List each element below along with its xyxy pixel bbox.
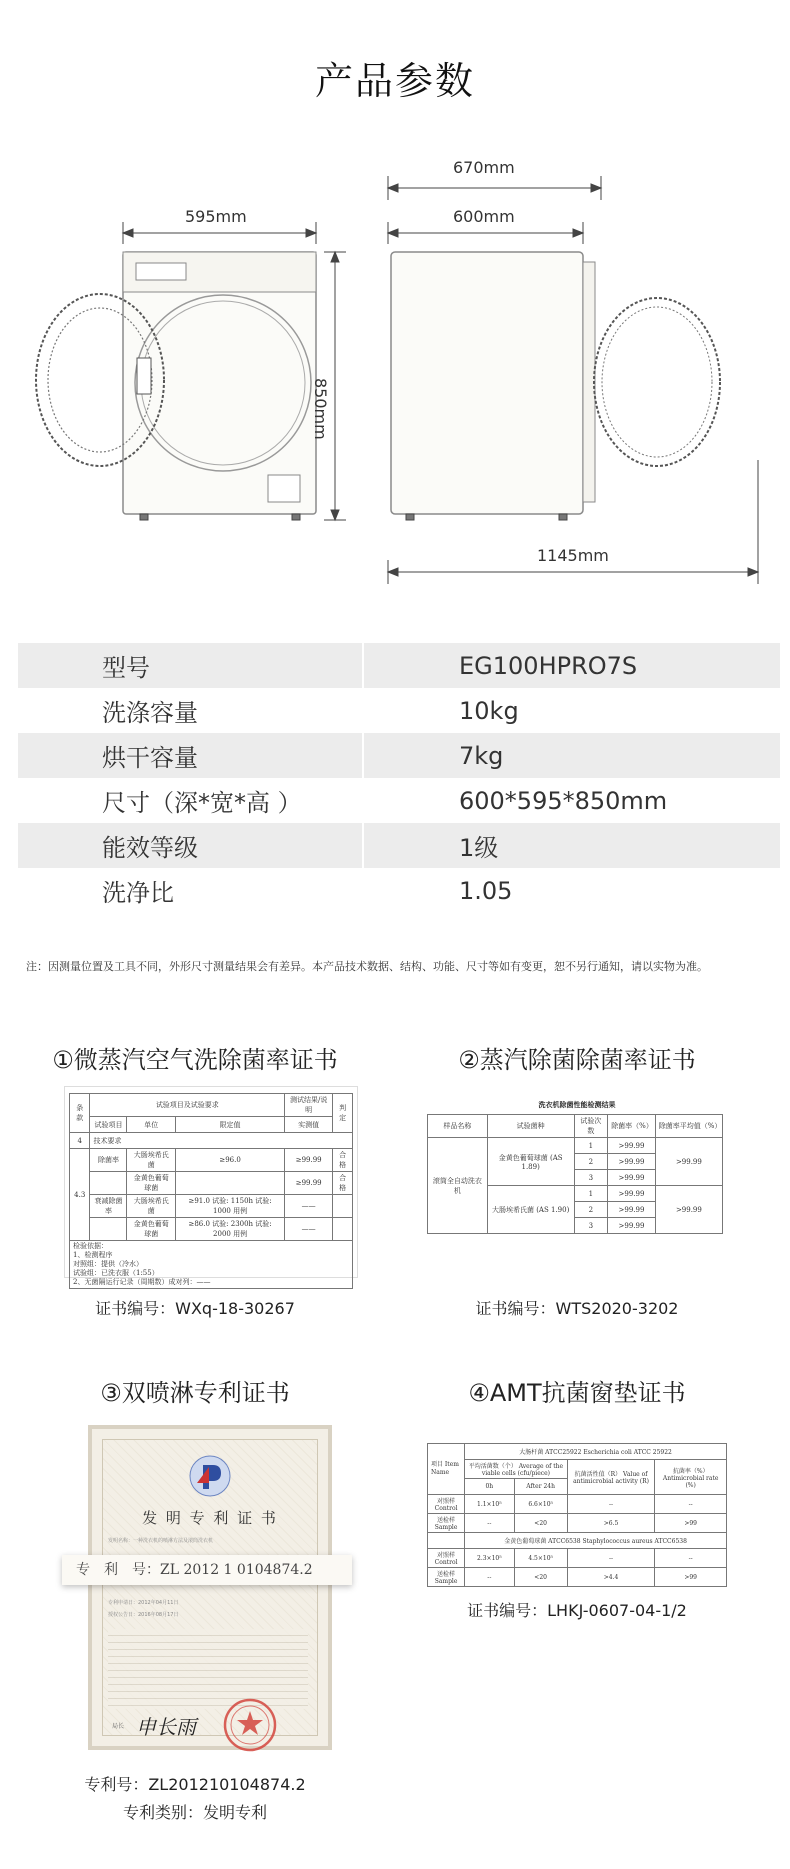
- doc-cell: 金黄色葡萄球菌 ATCC6538 Staphylococcus aureus ATCC6538: [465, 1533, 727, 1549]
- doc-line: 1、检测程序: [73, 1251, 113, 1259]
- side-depth-label: 600mm: [453, 207, 515, 226]
- spec-row-dry-capacity: [18, 733, 780, 778]
- spec-label: 洗涤容量: [102, 699, 198, 727]
- signature-title: 局长: [112, 1723, 125, 1730]
- signature: 申长雨: [136, 1715, 196, 1739]
- height-label: 850mm: [311, 378, 330, 440]
- open-depth-label: 1145mm: [537, 546, 609, 565]
- doc-line: Name: [431, 1469, 450, 1476]
- side-total-label: 670mm: [453, 158, 515, 177]
- doc-cell: After 24h: [514, 1479, 567, 1495]
- doc-cell: 1.1×10⁵: [465, 1495, 514, 1514]
- doc-cell: 金黄色葡萄球菌: [127, 1218, 176, 1241]
- doc-cell: 2: [574, 1202, 608, 1218]
- spec-value: 1.05: [363, 868, 780, 913]
- doc-cell: 单位: [127, 1117, 176, 1133]
- doc-cell: 送检样 Sample: [428, 1514, 465, 1533]
- doc-cell: 抗菌率（%） Antimicrobial rate (%): [655, 1460, 727, 1495]
- doc-cell: <20: [514, 1568, 567, 1587]
- spec-row-energy-class: [18, 823, 780, 868]
- doc-cell: 金黄色葡萄球菌 (AS 1.89): [487, 1138, 574, 1186]
- spec-value: 7kg: [363, 733, 780, 778]
- doc-cell: 判定: [333, 1094, 353, 1133]
- doc-cell: 大肠埃希氏菌: [127, 1149, 176, 1172]
- patent-certificate: [76, 1425, 332, 1750]
- doc-cell: >99: [655, 1568, 727, 1587]
- doc-cell: ≥96.0: [176, 1149, 285, 1172]
- doc-cell: 试验项目及试验要求: [90, 1094, 285, 1117]
- doc-cell: >4.4: [567, 1568, 655, 1587]
- cert-4-document: [427, 1443, 727, 1587]
- cert-title: ③双喷淋专利证书: [100, 1379, 290, 1407]
- doc-cell: 衰减除菌率: [90, 1195, 127, 1218]
- doc-cell: 技术要求: [90, 1133, 353, 1149]
- doc-cell: 试验次数: [574, 1115, 608, 1138]
- spec-table: [18, 643, 780, 913]
- doc-cell: 3: [574, 1170, 608, 1186]
- doc-cell: ——: [285, 1218, 333, 1241]
- certificate-line: 发明名称：一种洗衣机的喷淋方法及滚筒洗衣机: [108, 1538, 214, 1544]
- doc-line: 试验组：已洗衣服（1:55）: [73, 1269, 159, 1277]
- cert-2-document: [427, 1100, 727, 1275]
- cert-title: ④AMT抗菌窗垫证书: [468, 1379, 686, 1407]
- doc-cell: >99.99: [655, 1138, 722, 1186]
- doc-cell: 平均活菌数（个） Average of the viable cells (cfu/piece): [465, 1460, 568, 1479]
- spec-row-washing-ratio: [18, 868, 780, 913]
- doc-line: 2、无菌隔运行记录（周期数）成对列：——: [73, 1278, 211, 1286]
- doc-cell: 条款: [70, 1094, 90, 1133]
- doc-cell: 6.6×10⁵: [514, 1495, 567, 1514]
- doc-cell: 对照样 Control: [428, 1495, 465, 1514]
- doc-cell: >99.99: [608, 1186, 656, 1202]
- certificate-line: 授权公告日：2016年08月17日: [108, 1612, 179, 1618]
- doc-cell: 合格: [333, 1149, 353, 1172]
- doc-cell: 滚筒全自动洗衣机: [428, 1138, 488, 1234]
- doc-cell: 大肠埃希氏菌: [127, 1195, 176, 1218]
- doc-cell: 除菌率平均值（%）: [655, 1115, 722, 1138]
- doc-cell: 限定值: [176, 1117, 285, 1133]
- doc-cell: ≥86.0 试验: 2300h 试验: 2000 用例: [176, 1218, 285, 1241]
- patent-number-caption: 专利号：ZL201210104874.2: [84, 1775, 306, 1794]
- doc-cell: [428, 1444, 465, 1495]
- page-title: 产品参数: [314, 59, 475, 103]
- doc-cell: <20: [514, 1514, 567, 1533]
- spec-row-size: [18, 778, 780, 823]
- doc-cell: 大肠埃希氏菌 (AS 1.90): [487, 1186, 574, 1234]
- doc-cell: 2.3×10⁵: [465, 1549, 514, 1568]
- doc-cell: ≥91.0 试验: 1150h 试验: 1000 用例: [176, 1195, 285, 1218]
- spec-row-model: [18, 643, 780, 688]
- certificate-heading: 发 明 专 利 证 书: [142, 1509, 278, 1527]
- doc-cell: 送检样 Sample: [428, 1568, 465, 1587]
- cert-caption: 证书编号：WXq-18-30267: [95, 1299, 295, 1318]
- cert-title: ①微蒸汽空气洗除菌率证书: [52, 1046, 338, 1074]
- certificate-line: 专利申请日：2012年04月11日: [108, 1600, 179, 1606]
- doc-cell: >99.99: [655, 1186, 722, 1234]
- doc-cell: ——: [285, 1195, 333, 1218]
- doc-caption: 洗衣机除菌性能检测结果: [538, 1101, 616, 1109]
- doc-cell: >99.99: [608, 1170, 656, 1186]
- patent-type-caption: 专利类别：发明专利: [122, 1803, 267, 1822]
- doc-cell: 抗菌活性值（R） Value of antimicrobial activity (R): [567, 1460, 655, 1495]
- doc-cell: 样品名称: [428, 1115, 488, 1138]
- doc-cell: 试验菌种: [487, 1115, 574, 1138]
- spec-label: 洗净比: [102, 879, 174, 907]
- patent-number-banner: 专 利 号：ZL 2012 1 0104874.2: [62, 1555, 352, 1585]
- doc-cell: 试验项目: [90, 1117, 127, 1133]
- doc-cell: >99.99: [608, 1202, 656, 1218]
- official-seal-icon: [222, 1697, 278, 1753]
- doc-cell: --: [567, 1549, 655, 1568]
- doc-line: 项目 Item: [431, 1461, 459, 1468]
- spec-value: 10kg: [363, 688, 780, 733]
- spec-label: 尺寸（深*宽*高 ）: [102, 789, 302, 817]
- doc-cell: 除菌率（%）: [608, 1115, 656, 1138]
- doc-cell: --: [465, 1568, 514, 1587]
- doc-cell: 对照样 Control: [428, 1549, 465, 1568]
- doc-cell: --: [655, 1495, 727, 1514]
- doc-cell: 2: [574, 1154, 608, 1170]
- doc-cell: 3: [574, 1218, 608, 1234]
- doc-cell: --: [567, 1495, 655, 1514]
- spec-label: 烘干容量: [102, 744, 198, 772]
- doc-cell: 合格: [333, 1172, 353, 1195]
- doc-cell: >99.99: [608, 1154, 656, 1170]
- patent-emblem-icon: [187, 1453, 233, 1499]
- spec-value: 600*595*850mm: [363, 778, 780, 823]
- doc-cell: 1: [574, 1138, 608, 1154]
- front-width-label: 595mm: [185, 207, 247, 226]
- cert-1-document: 条款 试验项目及试验要求 测试结果/说明 判定 试验项目 单位 限定值 实测值 4 技术要求 4.3 除菌率 大肠埃希氏菌 ≥96.0 ≥99.99 合格 金黄色葡萄球菌 ≥99.99 合格 衰减除菌率 大肠埃希氏菌 ≥91.0 试验: 1150h 试验: 1000 用例 —— 金黄色葡萄球菌 ≥86.0 试验: 2300h 试验: 2000 用例 —— 检验依据： 1、检测程序 对照组：提供（冷水） 试验组：已洗衣服（1:55） 2、无菌隔运行记录（周期数）成对列：——: [64, 1086, 358, 1278]
- doc-cell: 大肠杆菌 ATCC25922 Escherichia coli ATCC 25922: [465, 1444, 727, 1460]
- spec-label: 型号: [102, 654, 150, 682]
- doc-cell: 4.3: [70, 1149, 90, 1241]
- doc-cell: >6.5: [567, 1514, 655, 1533]
- certificate-body-text: [108, 1629, 308, 1709]
- doc-cell: ≥99.99: [285, 1172, 333, 1195]
- doc-cell: ≥99.99: [285, 1149, 333, 1172]
- doc-line: 检验依据：: [73, 1242, 108, 1250]
- doc-cell: 测试结果/说明: [285, 1094, 333, 1117]
- doc-cell: >99.99: [608, 1218, 656, 1234]
- spec-value: EG100HPRO7S: [363, 643, 780, 688]
- doc-cell: --: [655, 1549, 727, 1568]
- cert-caption: 证书编号：WTS2020-3202: [475, 1299, 679, 1318]
- doc-cell: >99.99: [608, 1138, 656, 1154]
- spec-row-wash-capacity: [18, 688, 780, 733]
- disclaimer-note: 注：因测量位置及工具不同，外形尺寸测量结果会有差异。本产品技术数据、结构、功能、尺寸等如有变更，恕不另行通知，请以实物为准。: [26, 960, 708, 973]
- doc-cell: 实测值: [285, 1117, 333, 1133]
- doc-line: 对照组：提供（冷水）: [73, 1260, 143, 1268]
- doc-cell: 1: [574, 1186, 608, 1202]
- doc-cell: 除菌率: [90, 1149, 127, 1172]
- cert-title: ②蒸汽除菌除菌率证书: [458, 1046, 696, 1074]
- doc-cell: 金黄色葡萄球菌: [127, 1172, 176, 1195]
- spec-value: 1级: [363, 823, 780, 868]
- doc-cell: 0h: [465, 1479, 514, 1495]
- doc-cell: >99: [655, 1514, 727, 1533]
- doc-cell: --: [465, 1514, 514, 1533]
- cert-caption: 证书编号：LHKJ-0607-04-1/2: [467, 1601, 687, 1620]
- doc-cell: 4.5×10⁵: [514, 1549, 567, 1568]
- spec-label: 能效等级: [102, 834, 198, 862]
- dimension-diagram: [0, 0, 790, 600]
